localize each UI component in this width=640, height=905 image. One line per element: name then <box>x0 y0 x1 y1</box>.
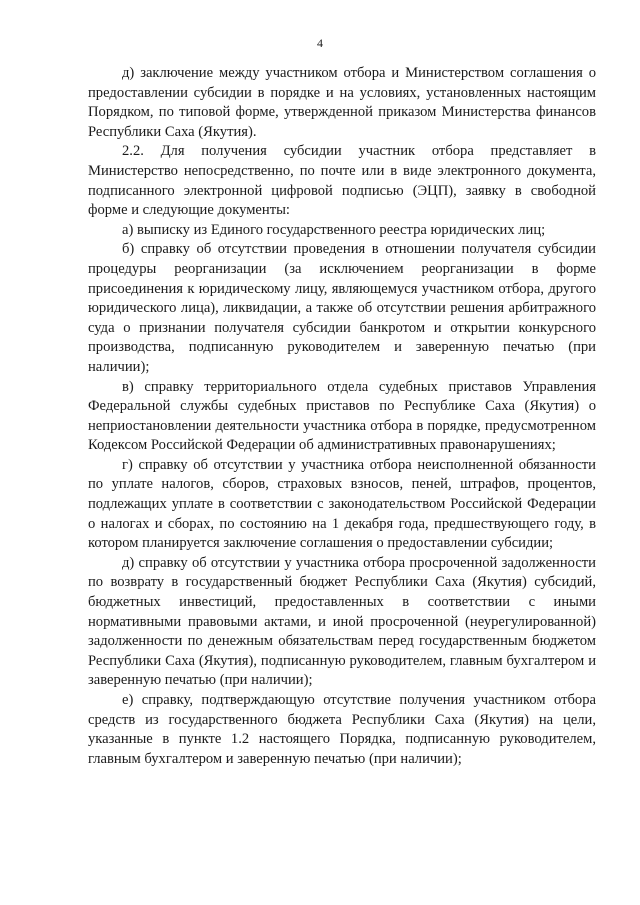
paragraph-e-funds: е) справку, подтверждающую отсутствие получения участником отбора средств из государственного бюджета Республики Саха (Якутия) на цели, указанные в пункте 1.2 настоящего Порядка, подписанную руководителем, главным бухгалтером и заверенную печатью (при наличии); <box>88 692 596 767</box>
document-body <box>88 64 596 769</box>
paragraph-d-agreement: д) заключение между участником отбора и Министерством соглашения о предоставлении субсидии в порядке и на условиях, установленных настоящим Порядком, по типовой форме, утвержденной приказом Министерства финансов Республики Саха (Якутия). <box>88 65 596 140</box>
paragraph-a-extract: а) выписку из Единого государственного реестра юридических лиц; <box>122 221 546 238</box>
page-number: 4 <box>317 36 323 50</box>
paragraph-2-2: 2.2. Для получения субсидии участник отбора представляет в Министерство непосредственно, по почте или в виде электронного документа, подписанного электронной цифровой подписью (ЭЦП), заявку в свободной форме и следующие документы: <box>88 143 596 219</box>
paragraph-g-taxes: г) справку об отсутствии у участника отбора неисполненной обязанности по уплате налогов, сборов, страховых взносов, пеней, штрафов, процентов, подлежащих уплате в соответствии с законодательством Российской Федерации о налогах и сборах, по состоянию на 1 декабря года, предшествующего году, в котором планируется заключение соглашения о предоставлении субсидии; <box>88 456 596 552</box>
paragraph-v-bailiffs: в) справку территориального отдела судебных приставов Управления Федеральной службы судебных приставов по Республике Саха (Якутия) о неприостановлении деятельности участника отбора в порядке, предусмотренном Кодексом Российской Федерации об административных правонарушениях; <box>88 378 596 454</box>
paragraph-d-debt: д) справку об отсутствии у участника отбора просроченной задолженности по возврату в государственный бюджет Республики Саха (Якутия) субсидий, бюджетных инвестиций, предоставленных в соответствии с иными нормативными правовыми актами, и иной просроченной (неурегулированной) задолженности по денежным обязательствам перед государственным бюджетом Республики Саха (Якутия), подписанную руководителем, главным бухгалтером и заверенную печатью (при наличии); <box>88 554 596 689</box>
paragraph-b-reorganization: б) справку об отсутствии проведения в отношении получателя субсидии процедуры реорганизации (за исключением реорганизации в форме присоединения к юридическому лицу, являющемуся участником отбора, другого юридического лица), ликвидации, а также об отсутствии решения арбитражного суда о признании получателя субсидии банкротом и открытии конкурсного производства, подписанную руководителем и заверенную печатью (при наличии); <box>88 241 596 375</box>
